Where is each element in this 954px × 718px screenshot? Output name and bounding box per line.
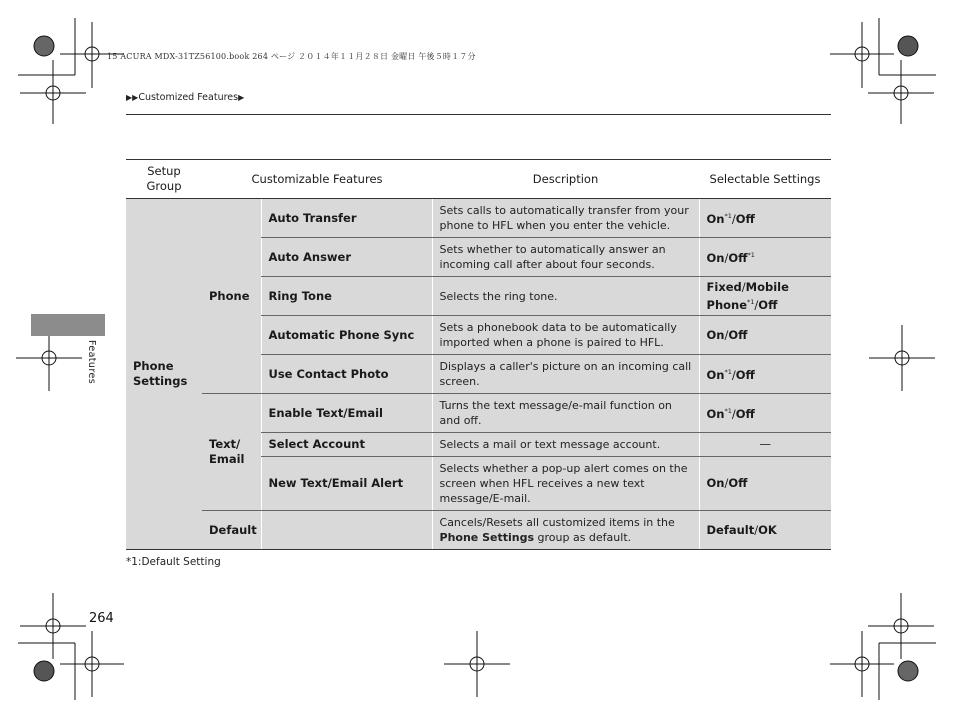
group-phone-settings: Phone Settings bbox=[126, 199, 202, 550]
section-label: Features bbox=[86, 340, 97, 385]
table-row bbox=[126, 199, 831, 238]
feature-name: Ring Tone bbox=[261, 277, 432, 316]
subgroup-text-email: Text/ Email bbox=[202, 394, 261, 511]
feature-name: Automatic Phone Sync bbox=[261, 316, 432, 355]
breadcrumb-arrows-icon: ▶▶ bbox=[126, 93, 139, 102]
selectable-settings: On$^{*1}$/Off bbox=[699, 199, 831, 238]
section-tab bbox=[31, 314, 105, 336]
feature-name: New Text/Email Alert bbox=[261, 457, 432, 511]
breadcrumb-link[interactable]: Customized Features bbox=[138, 92, 239, 103]
header-customizable-features: Customizable Features bbox=[202, 160, 432, 199]
table-row bbox=[126, 511, 831, 550]
feature-name: Use Contact Photo bbox=[261, 355, 432, 394]
feature-name: Auto Transfer bbox=[261, 199, 432, 238]
feature-description: Turns the text message/e-mail function on and off. bbox=[432, 394, 699, 433]
feature-description: Selects a mail or text message account. bbox=[432, 433, 699, 457]
feature-name: Enable Text/Email bbox=[261, 394, 432, 433]
feature-description: Sets calls to automatically transfer from your phone to HFL when you enter the vehicle. bbox=[432, 199, 699, 238]
feature-name: Select Account bbox=[261, 433, 432, 457]
selectable-settings: On$^{*1}$/Off bbox=[699, 394, 831, 433]
selectable-settings: — bbox=[699, 433, 831, 457]
footnote: *1:Default Setting bbox=[126, 556, 221, 568]
feature-description: Sets whether to automatically answer an incoming call after about four seconds. bbox=[432, 238, 699, 277]
subgroup-phone: Phone bbox=[202, 199, 261, 394]
selectable-settings: On$^{*1}$/Off bbox=[699, 355, 831, 394]
selectable-settings: On/Off bbox=[699, 316, 831, 355]
feature-description: Selects whether a pop-up alert comes on the screen when HFL receives a new text message/E-mail. bbox=[432, 457, 699, 511]
header-selectable-settings: Selectable Settings bbox=[699, 160, 831, 199]
breadcrumb-end-arrow-icon: ▶ bbox=[238, 93, 245, 102]
feature-description: Sets a phonebook data to be automatically imported when a phone is paired to HFL. bbox=[432, 316, 699, 355]
feature-name bbox=[261, 511, 432, 550]
selectable-settings: Default/OK bbox=[699, 511, 831, 550]
selectable-settings: On/Off$^{*1}$ bbox=[699, 238, 831, 277]
customized-features-table bbox=[126, 159, 831, 550]
feature-description: Cancels/Resets all customized items in the Phone Settings group as default. bbox=[432, 511, 699, 550]
subgroup-default: Default bbox=[202, 511, 261, 550]
header-setup-group: Setup Group bbox=[126, 160, 202, 199]
print-header: 15 ACURA MDX-31TZ56100.book 264 ページ ２０１４年１１月２８日 金曜日 午後５時１７分 bbox=[107, 52, 476, 61]
breadcrumb[interactable] bbox=[126, 92, 244, 103]
header-rule bbox=[126, 114, 831, 115]
selectable-settings: Fixed/Mobile Phone$^{*1}$/Off bbox=[699, 277, 831, 316]
table-row bbox=[126, 394, 831, 433]
header-description: Description bbox=[432, 160, 699, 199]
feature-description: Selects the ring tone. bbox=[432, 277, 699, 316]
feature-description: Displays a caller's picture on an incoming call screen. bbox=[432, 355, 699, 394]
feature-name: Auto Answer bbox=[261, 238, 432, 277]
selectable-settings: On/Off bbox=[699, 457, 831, 511]
page-number: 264 bbox=[89, 611, 114, 626]
table-header-row bbox=[126, 160, 831, 199]
